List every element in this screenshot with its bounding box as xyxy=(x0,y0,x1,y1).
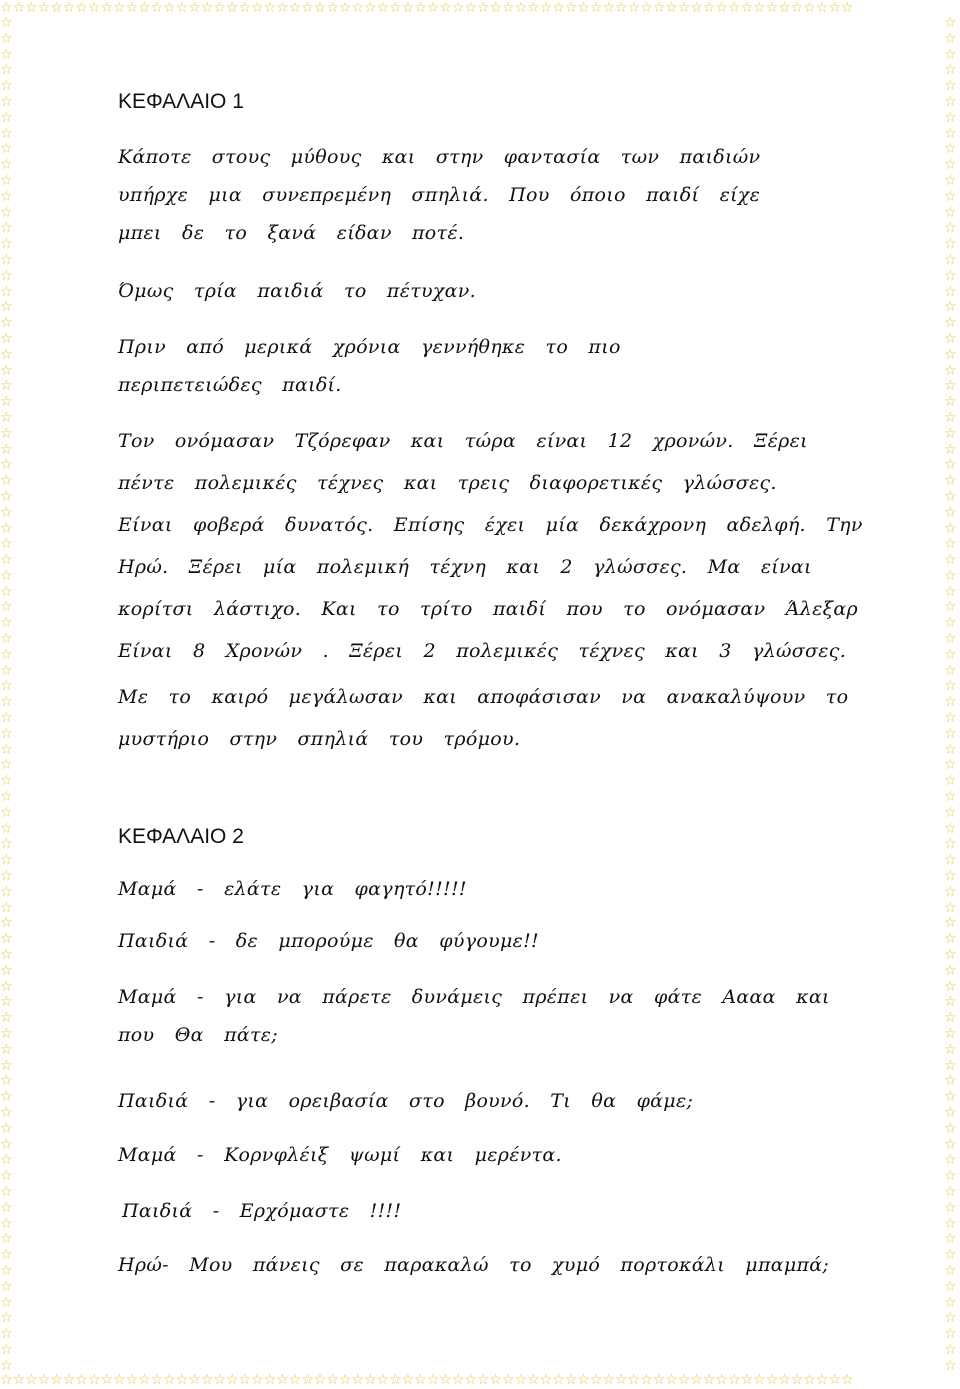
text-line: Όμως τρία παιδιά το πέτυχαν. xyxy=(118,280,476,302)
text-line: Ηρώ. Ξέρει μία πολεμική τέχνη και 2 γλώσσες. Μα είναι xyxy=(118,556,812,578)
dialogue-line: Παιδιά - για ορειβασία στο βουνό. Τι θα φάμε; xyxy=(118,1090,694,1112)
text-line: Είναι φοβερά δυνατός. Επίσης έχει μία δεκάχρονη αδελφή. Την xyxy=(118,514,863,536)
dialogue-line: Ηρώ- Μου πάνεις σε παρακαλώ το χυμό πορτοκάλι μπαμπά; xyxy=(118,1254,830,1276)
dialogue-line: που Θα πάτε; xyxy=(118,1024,278,1046)
chapter-1-heading: ΚΕΦΑΛΑΙΟ 1 xyxy=(118,90,244,113)
text-line: υπήρχε μια συνεπρεμένη σπηλιά. Που όποιο παιδί είχε xyxy=(118,184,761,206)
chapter-2-heading: ΚΕΦΑΛΑΙΟ 2 xyxy=(118,825,244,848)
star-border-bottom: ☆☆☆☆☆☆☆☆☆☆☆☆☆☆☆☆☆☆☆☆☆☆☆☆☆☆☆☆☆☆☆☆☆☆☆☆☆☆☆☆☆☆☆☆☆☆☆☆☆☆☆☆☆☆☆☆☆☆☆☆☆☆☆☆☆☆☆☆ xyxy=(0,1372,854,1388)
dialogue-line: Μαμά - για να πάρετε δυνάμεις πρέπει να φάτε Αααα και xyxy=(118,986,830,1008)
star-border-top: ☆☆☆☆☆☆☆☆☆☆☆☆☆☆☆☆☆☆☆☆☆☆☆☆☆☆☆☆☆☆☆☆☆☆☆☆☆☆☆☆☆☆☆☆☆☆☆☆☆☆☆☆☆☆☆☆☆☆☆☆☆☆☆☆☆☆☆☆ xyxy=(0,0,854,16)
text-line: πέντε πολεμικές τέχνες και τρεις διαφορετικές γλώσσες. xyxy=(118,472,777,494)
text-line: Με το καιρό μεγάλωσαν και αποφάσισαν να ανακαλύψουν το xyxy=(118,686,849,708)
text-line: Κάποτε στους μύθους και στην φαντασία των παιδιών xyxy=(118,146,761,168)
text-line: Είναι 8 Χρονών . Ξέρει 2 πολεμικές τέχνες και 3 γλώσσες. xyxy=(118,640,847,662)
text-line: περιπετειώδες παιδί. xyxy=(118,374,342,396)
star-border-left: ☆☆☆☆☆☆☆☆☆☆☆☆☆☆☆☆☆☆☆☆☆☆☆☆☆☆☆☆☆☆☆☆☆☆☆☆☆☆☆☆☆☆☆☆☆☆☆☆☆☆☆☆☆☆☆☆☆☆☆☆☆☆☆☆☆☆☆☆☆☆☆☆☆☆☆☆☆☆☆☆☆☆☆☆☆☆ xyxy=(0,16,13,1372)
dialogue-line: Παιδιά - δε μπορούμε θα φύγουμε!! xyxy=(118,930,539,952)
text-line: μπει δε το ξανά είδαν ποτέ. xyxy=(118,222,465,244)
text-line: μυστήριο στην σπηλιά του τρόμου. xyxy=(118,728,521,750)
text-line: Τον ονόμασαν Τζόρεφαν και τώρα είναι 12 χρονών. Ξέρει xyxy=(118,430,808,452)
dialogue-line: Παιδιά - Ερχόμαστε !!!! xyxy=(122,1200,402,1222)
star-border-right: ☆☆☆☆☆☆☆☆☆☆☆☆☆☆☆☆☆☆☆☆☆☆☆☆☆☆☆☆☆☆☆☆☆☆☆☆☆☆☆☆☆☆☆☆☆☆☆☆☆☆☆☆☆☆☆☆☆☆☆☆☆☆☆☆☆☆☆☆☆☆☆☆☆☆☆☆☆☆☆☆☆☆☆☆☆☆ xyxy=(944,16,957,1372)
text-line: κορίτσι λάστιχο. Και το τρίτο παιδί που το ονόμασαν Άλεξαρ xyxy=(118,598,858,620)
dialogue-line: Μαμά - Κορνφλέιξ ψωμί και μερέντα. xyxy=(118,1144,562,1166)
dialogue-line: Μαμά - ελάτε για φαγητό!!!!! xyxy=(118,878,467,900)
text-line: Πριν από μερικά χρόνια γεννήθηκε το πιο xyxy=(118,336,621,358)
